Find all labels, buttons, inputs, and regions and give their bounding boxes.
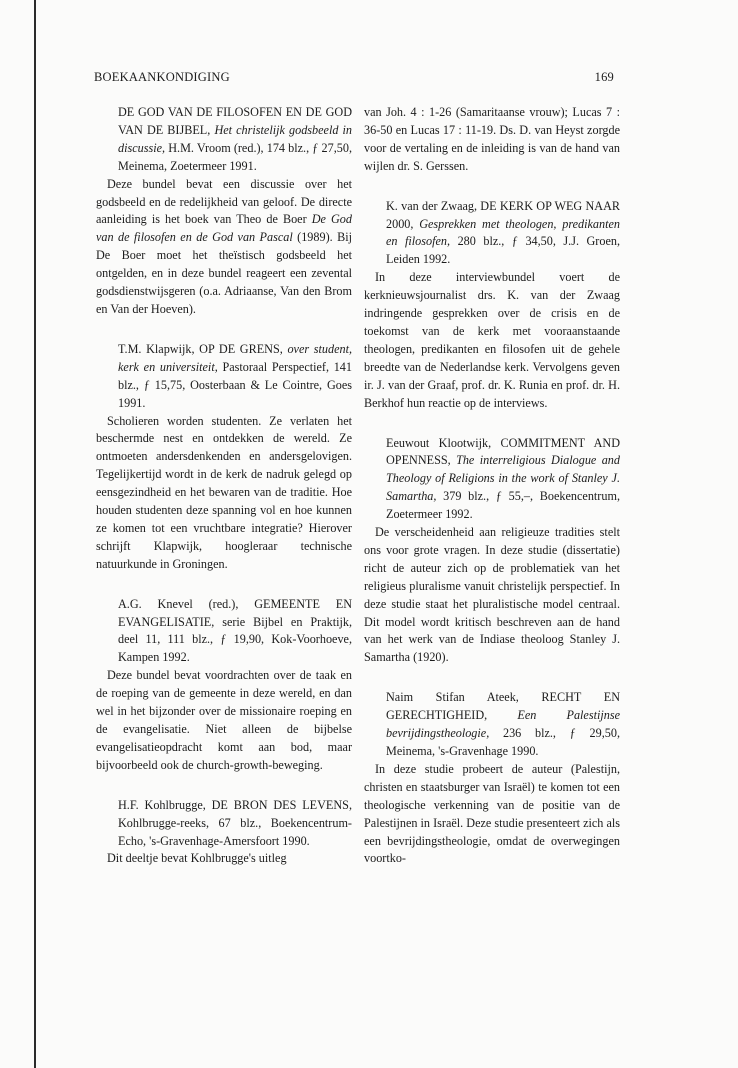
ref-details: Pastoraal Perspectief, 141 blz., ƒ 15,75, Oosterbaan & Le Cointre, Goes 1991. <box>118 359 352 410</box>
review-paragraph-7: In deze studie probeert de auteur (Palestijn, christen en staatsburger van Israël) te komen tot een theologische verkenning van de positie van de Palestijnen in Israël. Deze studie presenteert zich als een bevrijdingstheologie, omdat de overwegingen voortko- <box>364 761 620 866</box>
book-reference-1 <box>96 104 352 176</box>
book-reference-3: A.G. Knevel (red.), GEMEENTE EN EVANGELISATIE, serie Bijbel en Praktijk, deel 11, 111 blz., ƒ 19,90, Kok-Voorhoeve, Kampen 1992. <box>118 596 352 665</box>
spacer <box>364 413 620 435</box>
review-paragraph-5: In deze interviewbundel voert de kerknieuwsjournalist drs. K. van der Zwaag indringende gesprekken over de crisis en de toekomst van de kerk met vooraanstaande theologen, predikanten en filosofen uit de gehele breedte van de Nederlandse kerk. Vervolgens geven ir. J. van der Graaf, prof. dr. K. Runia en prof. dr. H. Berkhof hun reactie op de interviews. <box>364 270 620 410</box>
spacer <box>96 319 352 341</box>
review-paragraph-6: De verscheidenheid aan religieuze tradities stelt ons voor grote vragen. In deze studie (dissertatie) richt de auteur zich op de problematiek van het religieus pluralisme vanuit christelijk perspectief. In deze studie staat het pluralistische model centraal. Dit model wordt kritisch beschreven aan de hand van het werk van de Indiase theoloog Stanley J. Samartha (1920). <box>364 525 620 665</box>
ref-subtitle: The interreligious Dialogue and Theology of Religions in the work of Stanley J. Samartha, <box>386 453 620 504</box>
page-number: 169 <box>594 70 614 84</box>
section-title: BOEKAANKONDIGING <box>94 70 230 84</box>
spacer <box>96 775 352 797</box>
book-reference-6 <box>364 435 620 525</box>
paragraph-text: Deze bundel bevat een discussie over het godsbeeld en de redelijkheid van geloof. De directe aanleiding is het boek van Theo de Boer <box>96 176 352 227</box>
ref-lead: T.M. Klapwijk, OP DE GRENS, <box>118 341 283 356</box>
page-edge-line <box>34 0 36 1068</box>
ref-lead: K. van der Zwaag, DE KERK OP WEG NAAR 2000, <box>386 198 620 231</box>
spacer <box>364 667 620 689</box>
ref-details: 280 blz., ƒ 34,50, J.J. Groen, Leiden 1992. <box>386 234 621 267</box>
book-reference-5 <box>364 198 620 270</box>
ref-subtitle: Een Palestijnse bevrijdingstheologie, <box>386 708 620 741</box>
paragraph-text: (1989). Bij De Boer moet het theïstisch godsbeeld het ontgelden, en in deze bundel reageert een zevental godsdienstwijsgeren (o.a. Adriaanse, Van den Brom en Van der Hoeven). <box>96 230 353 316</box>
spacer <box>364 176 620 198</box>
review-paragraph-3: Deze bundel bevat voordrachten over de taak en de roeping van de gemeente in deze wereld, en dan wel in het bijzonder over de missionaire roeping en de evangelisatie. Niet alleen de bijbelse evangelisatieopdracht komt aan bod, maar bijvoorbeeld ook de church-growth-beweging. <box>96 668 352 772</box>
ref-subtitle: Gesprekken met theologen, predikanten en filosofen, <box>386 216 620 249</box>
ref-details: 379 blz., ƒ 55,–, Boekencentrum, Zoetermeer 1992. <box>386 489 620 522</box>
review-paragraph-1 <box>96 176 352 319</box>
ref-subtitle: over student, kerk en universiteit, <box>118 341 352 374</box>
spacer <box>96 574 352 596</box>
ref-details: H.M. Vroom (red.), 174 blz., ƒ 27,50, Meinema, Zoetermeer 1991. <box>118 140 353 173</box>
book-reference-2 <box>96 341 352 413</box>
ref-subtitle: Het christelijk godsbeeld in discussie, <box>118 122 353 155</box>
review-paragraph-4: Dit deeltje bevat Kohlbrugge's uitleg <box>107 851 287 866</box>
book-reference-7 <box>364 689 620 761</box>
ref-lead: Eeuwout Klootwijk, COMMITMENT AND OPENNESS, <box>386 435 620 468</box>
ref-lead: Naim Stifan Ateek, RECHT EN GERECHTIGHEID, <box>386 690 620 723</box>
review-paragraph-2: Scholieren worden studenten. Ze verlaten het beschermde nest en ontdekken de wereld. Ze ontmoeten andersdenkenden en andersgelovigen. Tegelijkertijd wordt in de kerk de nadruk gelegd op eensgezindheid en het bewaren van de traditie. Hoe houden studenten deze spanning vol en hoe kunnen ze komen tot een vruchtbare integratie? Hierover schrijft Klapwijk, hoogleraar technische natuurkunde in Groningen. <box>96 413 352 571</box>
right-column <box>364 104 620 868</box>
book-reference-4: H.F. Kohlbrugge, DE BRON DES LEVENS, Kohlbrugge-reeks, 67 blz., Boekencentrum-Echo, 's-Gravenhage-Amersfoort 1990. <box>118 797 352 848</box>
ref-lead: DE GOD VAN DE FILOSOFEN EN DE GOD VAN DE BIJBEL, <box>118 105 352 137</box>
cited-title: De God van de filosofen en de God van Pascal <box>96 212 352 245</box>
review-paragraph-continued: van Joh. 4 : 1-26 (Samaritaanse vrouw); Lucas 7 : 36-50 en Lucas 17 : 11-19. Ds. D. van Heyst zorgde voor de vertaling en de inleiding is van de hand van wijlen dr. S. Gerssen. <box>364 105 620 173</box>
left-column <box>96 104 352 868</box>
ref-details: 236 blz., ƒ 29,50, Meinema, 's-Gravenhage 1990. <box>386 726 621 758</box>
running-header <box>94 70 614 90</box>
